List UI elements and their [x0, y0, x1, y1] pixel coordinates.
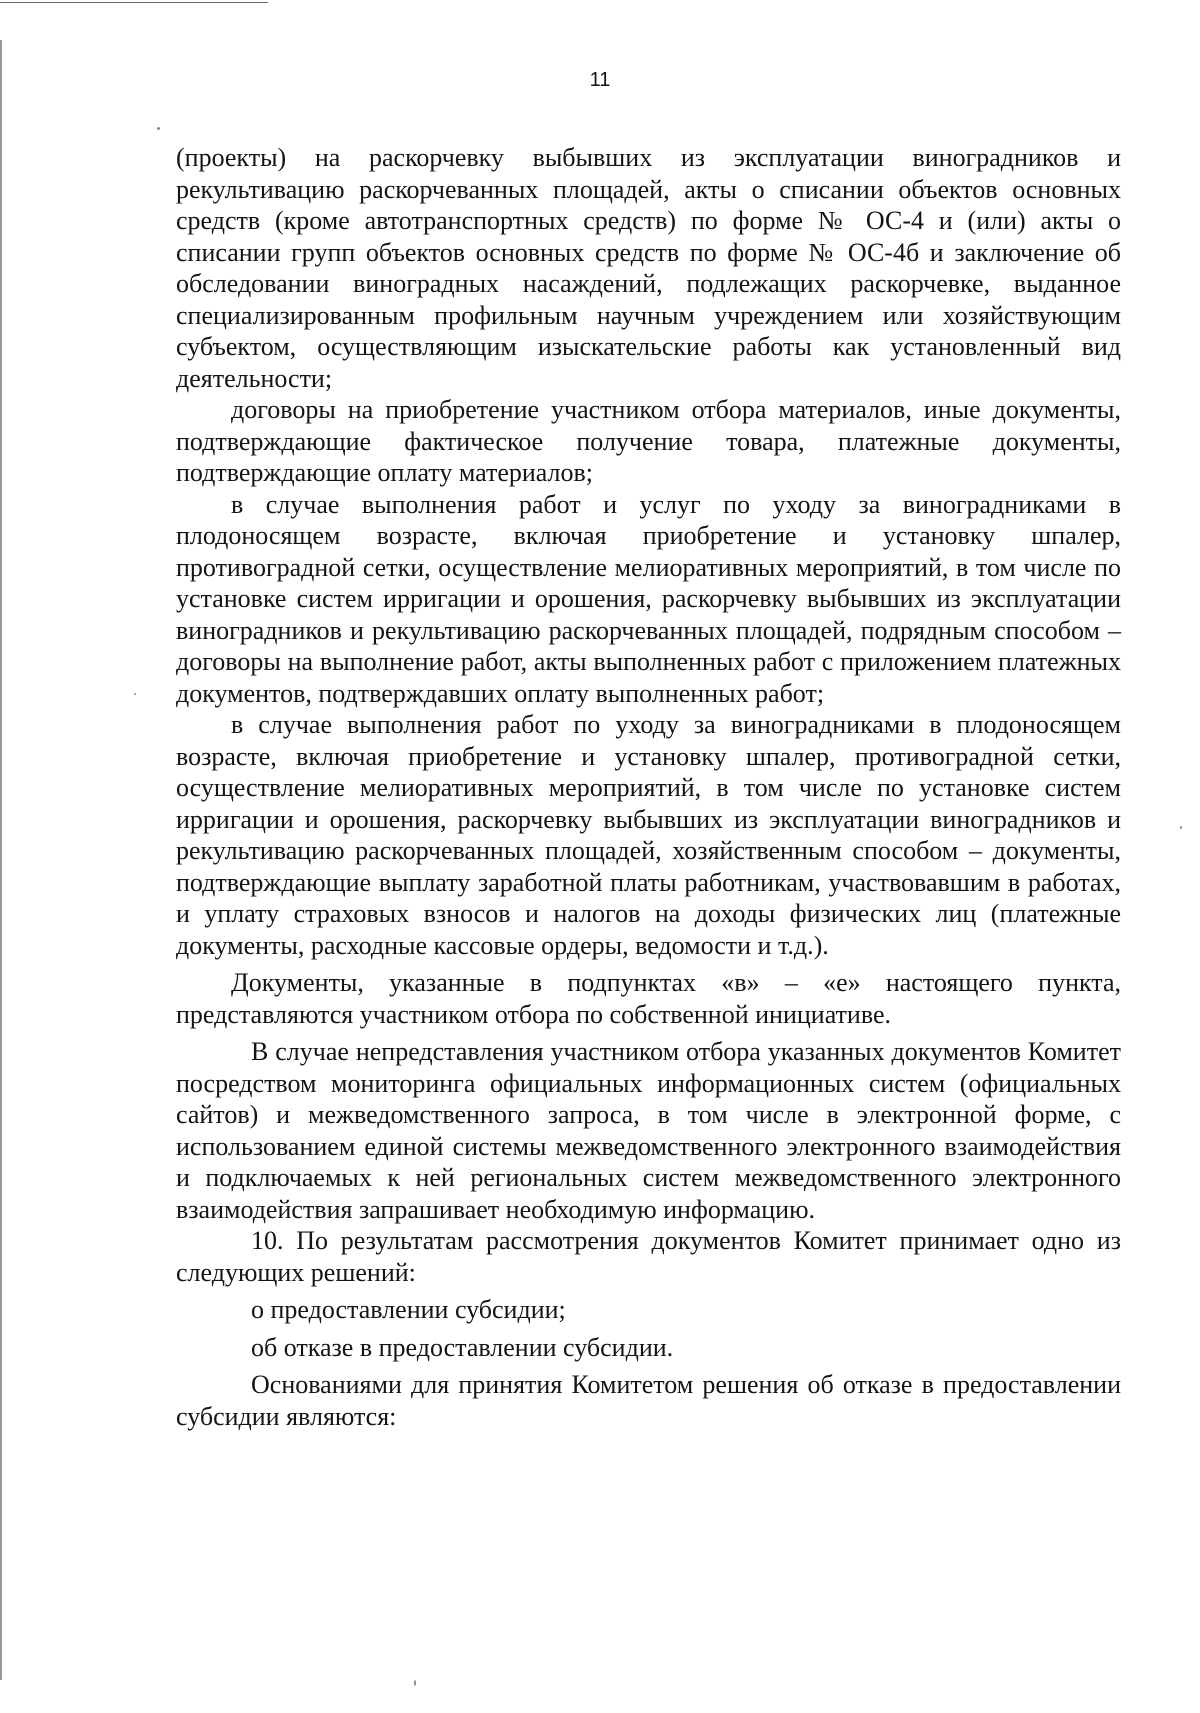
- scan-speck: [134, 693, 136, 695]
- paragraph-decision-10: 10. По результатам рассмотрения документов Комитет принимает одно из следующих решений:: [176, 1226, 1121, 1287]
- page-left-edge: [0, 40, 2, 1680]
- paragraph-documents-initiative: Документы, указанные в подпунктах «в» – «е» настоящего пункта, представляются участником отбора по собственной инициативе.: [176, 968, 1121, 1029]
- paragraph-contract-method: в случае выполнения работ и услуг по уходу за виноградниками в плодоносящем возрасте, включая приобретение и установку шпалер, противоградной сетки, осуществление мелиоративных мероприятий, в том числе по установке систем ирригации и орошения, раскорчевку выбывших из эксплуатации виноградников и рекультивацию раскорчеванных площадей, подрядным способом – договоры на выполнение работ, акты выполненных работ с приложением платежных документов, подтверждавших оплату выполненных работ;: [176, 489, 1121, 708]
- scan-speck: [1180, 826, 1182, 829]
- paragraph-projects: (проекты) на раскорчевку выбывших из эксплуатации виноградников и рекультивацию раскорчеванных площадей, акты о списании объектов основных средств (кроме автотранспортных средств) по форме № ОС-4 и (или) акты о списании групп объектов основных средств по форме № ОС-4б и заключение об обследовании виноградных насаждений, подлежащих раскорчевке, выданное специализированным профильным научным учреждением или хозяйствующим субъектом, осуществляющим изыскательские работы как установленный вид деятельности;: [176, 143, 1121, 393]
- paragraph-decision-refusal: об отказе в предоставлении субсидии.: [251, 1332, 674, 1362]
- paragraph-decision-grant: о предоставлении субсидии;: [251, 1295, 566, 1324]
- document-body: [176, 142, 1121, 1432]
- scan-speck: [414, 1680, 416, 1686]
- page-number: 11: [589, 69, 611, 91]
- paragraph-contracts: договоры на приобретение участником отбора материалов, иные документы, подтверждающие фактическое получение товара, платежные документы, подтверждающие оплату материалов;: [176, 395, 1121, 487]
- paragraph-own-method: в случае выполнения работ по уходу за виноградниками в плодоносящем возрасте, включая приобретение и установку шпалер, противоградной сетки, осуществление мелиоративных мероприятий, в том числе по установке систем ирригации и орошения, раскорчевку выбывших из эксплуатации виноградников и рекультивацию раскорчеванных площадей, хозяйственным способом – документы, подтверждающие выплату заработной платы работникам, участвовавшим в работах, и уплату страховых взносов и налогов на доходы физических лиц (платежные документы, расходные кассовые ордеры, ведомости и т.д.).: [176, 710, 1121, 960]
- paragraph-refusal-grounds: Основаниями для принятия Комитетом решения об отказе в предоставлении субсидии являются:: [176, 1370, 1121, 1431]
- paragraph-interagency-request: В случае непредставления участником отбора указанных документов Комитет посредством мониторинга официальных информационных систем (официальных сайтов) и межведомственного запроса, в том числе в электронной форме, с использованием единой системы межведомственного электронного взаимодействия и подключаемых к ней региональных систем межведомственного электронного взаимодействия запрашивает необходимую информацию.: [176, 1037, 1121, 1224]
- scan-speck: [157, 127, 160, 130]
- top-rule: [0, 2, 268, 3]
